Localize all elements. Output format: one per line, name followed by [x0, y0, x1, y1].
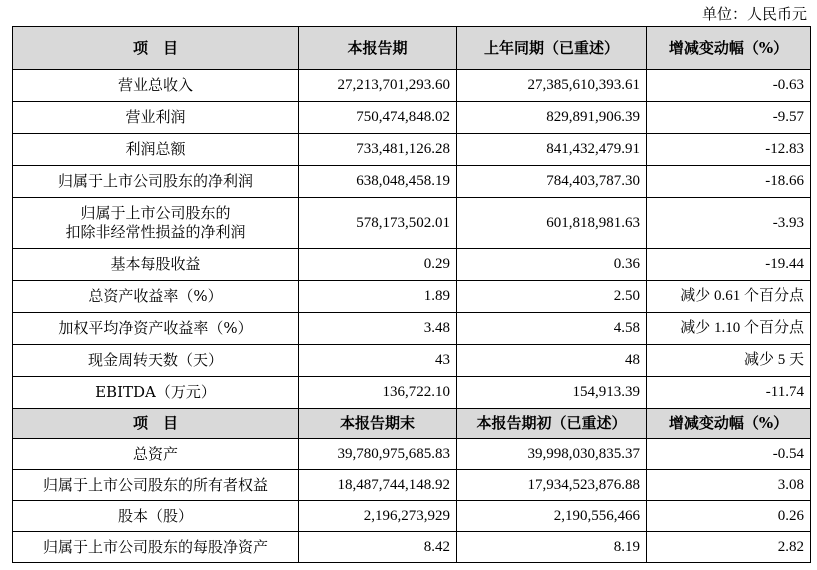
row-label-line: 现金周转天数（天） [87, 351, 223, 369]
row-label [13, 70, 299, 102]
financial-table [12, 26, 811, 563]
table-row [13, 102, 811, 134]
table-row [13, 134, 811, 166]
row-label-line: 利润总额 [125, 140, 186, 158]
column-header: 本报告期 [299, 27, 457, 70]
cell-current: 1.89 [299, 281, 457, 313]
cell-change: -19.44 [647, 249, 811, 281]
cell-change: 减少 0.61 个百分点 [647, 281, 811, 313]
row-label [13, 532, 299, 563]
cell-change: 2.82 [647, 532, 811, 563]
cell-change: 减少 5 天 [647, 345, 811, 377]
row-label [13, 470, 299, 501]
cell-current: 578,173,502.01 [299, 198, 457, 249]
row-label-line: 基本每股收益 [110, 255, 201, 273]
column-header: 上年同期（已重述） [457, 27, 647, 70]
cell-prior: 601,818,981.63 [457, 198, 647, 249]
cell-change: -18.66 [647, 166, 811, 198]
cell-prior: 0.36 [457, 249, 647, 281]
table-row [13, 470, 811, 501]
cell-current: 750,474,848.02 [299, 102, 457, 134]
row-label-line: 归属于上市公司股东的净利润 [57, 172, 253, 190]
cell-prior: 2.50 [457, 281, 647, 313]
row-label-line: 加权平均净资产收益率（%） [58, 319, 253, 337]
cell-change: 0.26 [647, 501, 811, 532]
cell-current: 39,780,975,685.83 [299, 439, 457, 470]
column-header: 增减变动幅（%） [647, 27, 811, 70]
cell-change: -11.74 [647, 377, 811, 409]
unit-note: 单位：人民币元 [701, 5, 807, 23]
table-row [13, 70, 811, 102]
row-label [13, 345, 299, 377]
cell-prior: 784,403,787.30 [457, 166, 647, 198]
row-label [13, 102, 299, 134]
cell-current: 27,213,701,293.60 [299, 70, 457, 102]
row-label-line: 归属于上市公司股东的每股净资产 [42, 537, 268, 556]
row-label-line: 营业总收入 [117, 76, 193, 94]
cell-current: 638,048,458.19 [299, 166, 457, 198]
table-row [13, 249, 811, 281]
row-label [13, 313, 299, 345]
row-label-line: 归属于上市公司股东的所有者权益 [42, 475, 268, 494]
cell-change: -9.57 [647, 102, 811, 134]
row-label [13, 249, 299, 281]
row-label-line: 扣除非经常性损益的净利润 [65, 223, 246, 241]
cell-current: 0.29 [299, 249, 457, 281]
row-label [13, 134, 299, 166]
row-label-line: 营业利润 [125, 108, 186, 126]
cell-change: -3.93 [647, 198, 811, 249]
row-label-line: 总资产 [132, 444, 178, 463]
cell-prior: 841,432,479.91 [457, 134, 647, 166]
cell-change: 减少 1.10 个百分点 [647, 313, 811, 345]
table-row [13, 377, 811, 409]
header-row [13, 409, 811, 439]
table-row [13, 532, 811, 563]
row-label [13, 166, 299, 198]
cell-current: 733,481,126.28 [299, 134, 457, 166]
cell-prior: 39,998,030,835.37 [457, 439, 647, 470]
cell-current: 8.42 [299, 532, 457, 563]
row-label-line: 股本（股） [117, 506, 193, 525]
cell-change: -0.54 [647, 439, 811, 470]
cell-change: -0.63 [647, 70, 811, 102]
column-header: 项 目 [13, 409, 299, 439]
row-label-line: EBITDA（万元） [95, 383, 216, 401]
table-row [13, 166, 811, 198]
row-label [13, 198, 299, 249]
table-row [13, 501, 811, 532]
table-row [13, 439, 811, 470]
cell-current: 43 [299, 345, 457, 377]
row-label [13, 377, 299, 409]
row-label-line: 归属于上市公司股东的 [80, 204, 231, 222]
header-row [13, 27, 811, 70]
cell-prior: 154,913.39 [457, 377, 647, 409]
cell-current: 2,196,273,929 [299, 501, 457, 532]
row-label [13, 501, 299, 532]
table-row [13, 345, 811, 377]
column-header: 增减变动幅（%） [647, 409, 811, 439]
column-header: 本报告期初（已重述） [457, 409, 647, 439]
cell-prior: 2,190,556,466 [457, 501, 647, 532]
cell-prior: 829,891,906.39 [457, 102, 647, 134]
row-label [13, 439, 299, 470]
cell-prior: 27,385,610,393.61 [457, 70, 647, 102]
cell-prior: 8.19 [457, 532, 647, 563]
column-header: 本报告期末 [299, 409, 457, 439]
cell-prior: 48 [457, 345, 647, 377]
cell-change: 3.08 [647, 470, 811, 501]
cell-prior: 4.58 [457, 313, 647, 345]
row-label [13, 281, 299, 313]
cell-current: 18,487,744,148.92 [299, 470, 457, 501]
row-label-line: 总资产收益率（%） [88, 287, 223, 305]
cell-prior: 17,934,523,876.88 [457, 470, 647, 501]
cell-current: 3.48 [299, 313, 457, 345]
cell-change: -12.83 [647, 134, 811, 166]
table-row [13, 198, 811, 249]
table-row [13, 281, 811, 313]
column-header: 项 目 [13, 27, 299, 70]
cell-current: 136,722.10 [299, 377, 457, 409]
table-row [13, 313, 811, 345]
